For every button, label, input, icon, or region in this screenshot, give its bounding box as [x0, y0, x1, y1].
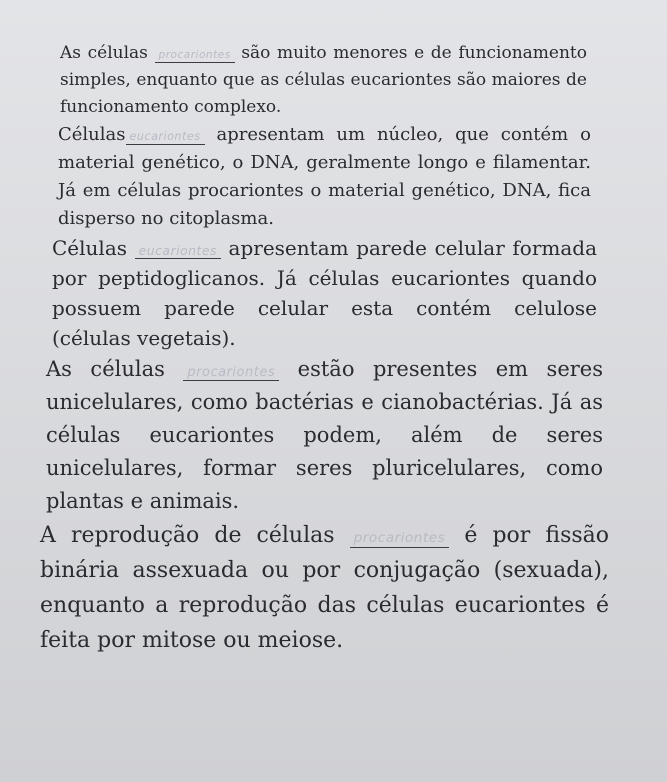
paragraph-2-after: apresentam um núcleo, que contém o material genético, o DNA, geralmente longo e filamentar. Já em células procariontes o material genético, DNA, fica disperso no citoplasma.: [58, 124, 591, 229]
paragraph-3: [52, 233, 597, 353]
paragraph-5: [40, 518, 609, 658]
handwritten-answer-3: eucariontes: [138, 243, 217, 258]
fill-blank-5[interactable]: [350, 525, 450, 548]
paragraph-2: [58, 121, 591, 233]
paragraph-5-after: é por fissão binária assexuada ou por conjugação (sexuada), enquanto a reprodução das células eucariontes é feita por mitose ou meiose.: [40, 523, 610, 653]
paragraph-3-before: Células: [52, 236, 127, 260]
paragraph-1: [60, 40, 587, 121]
handwritten-answer-5: procariontes: [353, 530, 446, 546]
paragraph-1-after: são muito menores e de funcionamento simples, enquanto que as células eucariontes são maiores de funcionamento complexo.: [60, 43, 588, 117]
paragraph-4-after: estão presentes em seres unicelulares, como bactérias e cianobactérias. Já as células eucariontes podem, além de seres unicelulares, formar seres pluricelulares, como plantas e animais.: [46, 357, 603, 513]
handwritten-answer-1: procariontes: [158, 49, 231, 61]
fill-blank-4[interactable]: [183, 359, 279, 381]
paragraph-4-before: As células: [46, 357, 165, 381]
paragraph-3-after: apresentam parede celular formada por peptidoglicanos. Já células eucariontes quando possuem parede celular esta contém celulose (células vegetais).: [52, 236, 598, 350]
fill-blank-3[interactable]: [135, 238, 221, 259]
paragraph-2-before: Células: [58, 124, 126, 145]
paragraph-1-before: As células: [60, 43, 148, 63]
handwritten-answer-2: eucariontes: [129, 130, 201, 143]
handwritten-answer-4: procariontes: [187, 365, 276, 380]
fill-blank-2[interactable]: [126, 126, 205, 145]
paragraph-4: [46, 353, 603, 518]
paragraph-5-before: A reprodução de células: [40, 523, 335, 548]
fill-blank-1[interactable]: [155, 45, 235, 63]
